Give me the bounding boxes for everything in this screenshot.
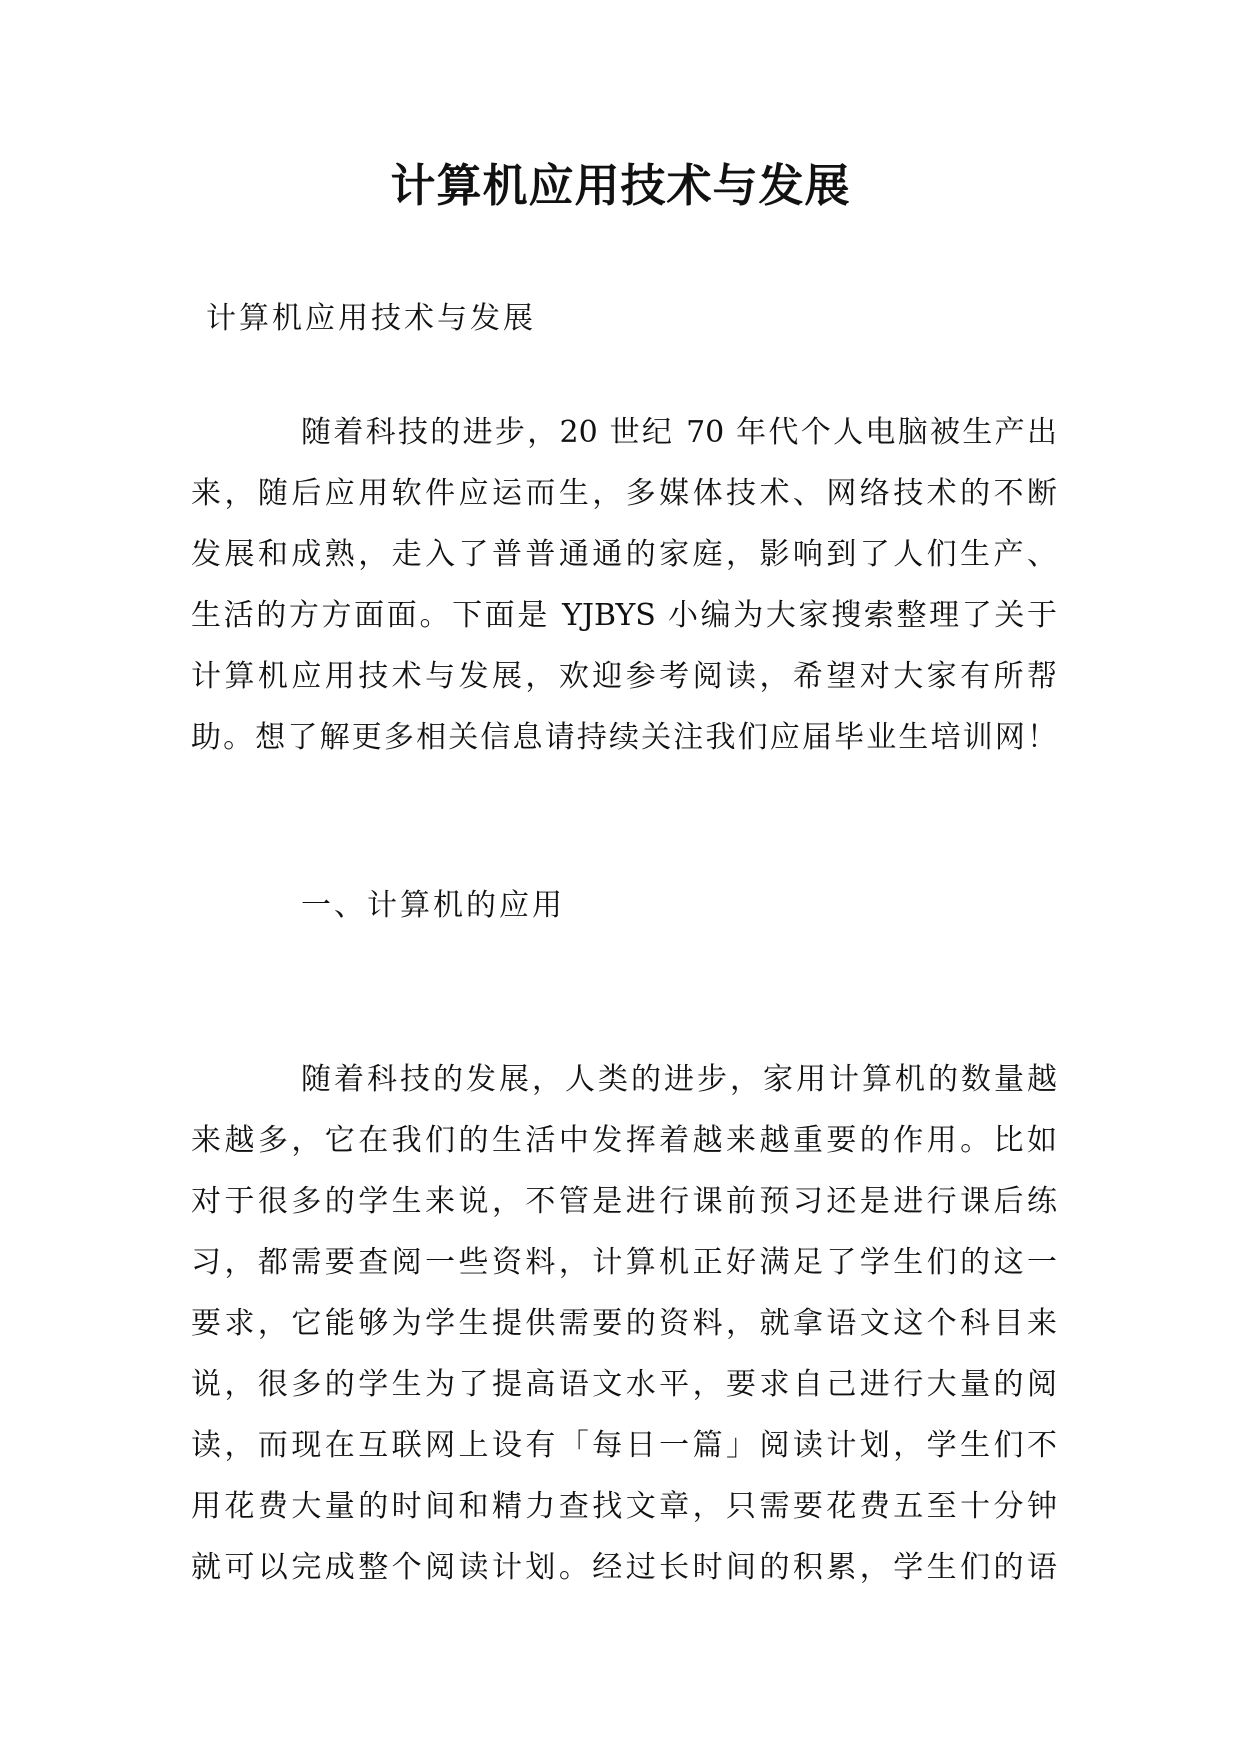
paragraph-line: 习，都需要查阅一些资料，计算机正好满足了学生们的这一 (191, 1245, 1057, 1280)
paragraph-line: 来，随后应用软件应运而生，多媒体技术、网络技术的不断 (191, 476, 1057, 511)
paragraph-line: 说，很多的学生为了提高语文水平，要求自己进行大量的阅 (191, 1367, 1057, 1402)
paragraph-line: 读，而现在互联网上设有「每日一篇」阅读计划，学生们不 (191, 1428, 1057, 1463)
paragraph-line: 发展和成熟，走入了普普通通的家庭，影响到了人们生产、 (191, 537, 1057, 572)
paragraph-line: 随着科技的发展，人类的进步，家用计算机的数量越 (301, 1062, 1057, 1097)
document-subtitle: 计算机应用技术与发展 (206, 301, 536, 336)
document-title: 计算机应用技术与发展 (390, 159, 851, 212)
paragraph-line: 要求，它能够为学生提供需要的资料，就拿语文这个科目来 (191, 1306, 1057, 1341)
paragraph-line: 就可以完成整个阅读计划。经过长时间的积累，学生们的语 (191, 1550, 1057, 1585)
paragraph-line: 生活的方方面面。下面是 YJBYS 小编为大家搜索整理了关于 (191, 598, 1057, 633)
body-paragraph (191, 1049, 1057, 1598)
paragraph-line: 计算机应用技术与发展，欢迎参考阅读，希望对大家有所帮 (191, 659, 1057, 694)
paragraph-line: 助。想了解更多相关信息请持续关注我们应届毕业生培训网！ (191, 720, 1057, 755)
paragraph-line: 用花费大量的时间和精力查找文章，只需要花费五至十分钟 (191, 1489, 1057, 1524)
intro-paragraph (191, 402, 1057, 768)
paragraph-line: 随着科技的进步，20 世纪 70 年代个人电脑被生产出 (301, 415, 1057, 450)
paragraph-line: 对于很多的学生来说，不管是进行课前预习还是进行课后练 (191, 1184, 1057, 1219)
section-heading: 一、计算机的应用 (301, 888, 565, 923)
paragraph-line: 来越多，它在我们的生活中发挥着越来越重要的作用。比如 (191, 1123, 1057, 1158)
